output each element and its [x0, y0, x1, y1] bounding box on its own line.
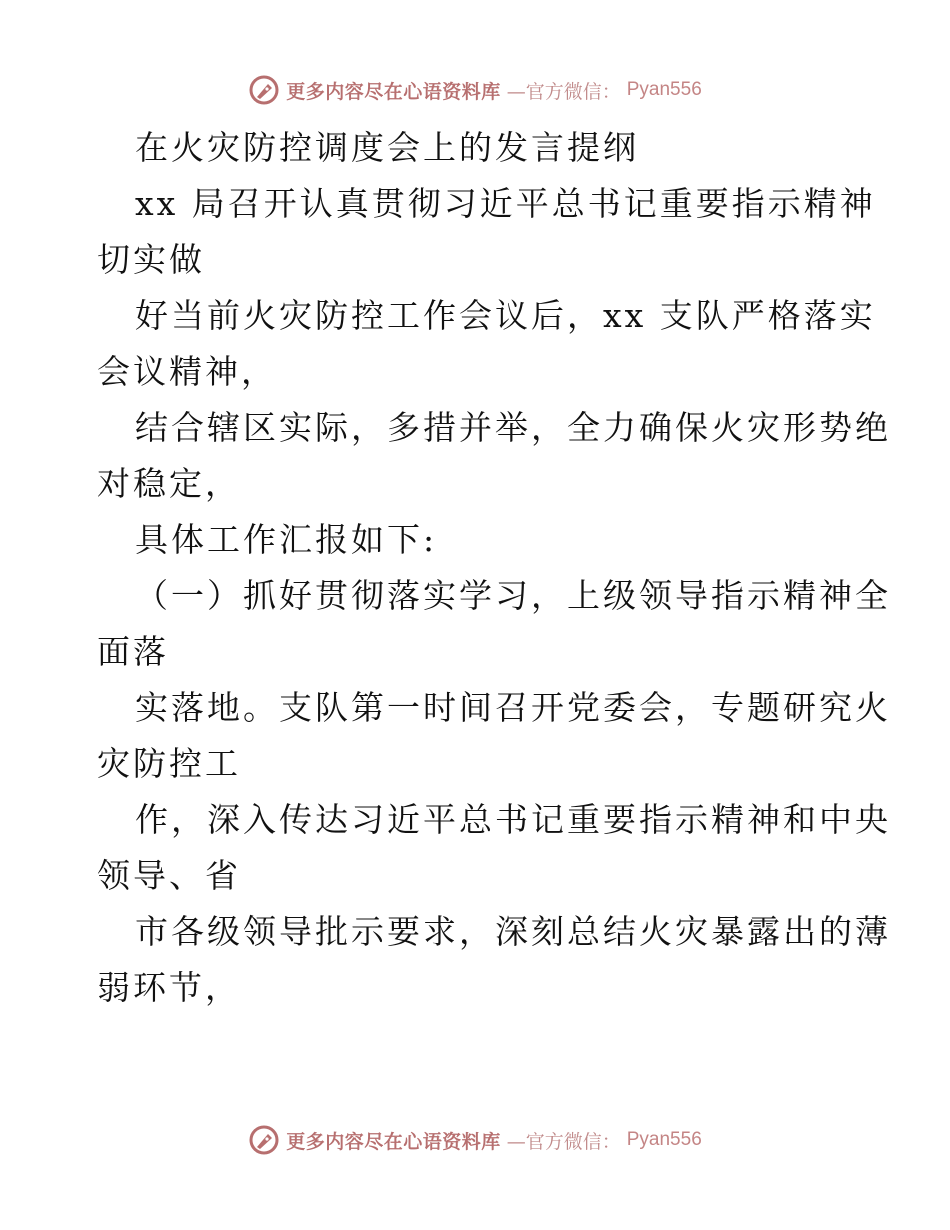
text-line: 切实做: [97, 240, 205, 279]
text-line: 灾防控工: [97, 744, 241, 783]
banner-wechat-id: Pyan556: [626, 1129, 702, 1150]
text-line: 实落地。支队第一时间召开党委会，专题研究火: [135, 688, 891, 727]
pen-nib-logo-icon: [248, 1124, 280, 1156]
text-line: 好当前火灾防控工作会议后，xx 支队严格落实: [135, 296, 876, 335]
document-body: [97, 120, 891, 1016]
banner-wechat-id: Pyan556: [626, 79, 702, 100]
text-line: 领导、省: [97, 856, 241, 895]
text-line: 面落: [97, 632, 169, 671]
banner-wechat-label: —官方微信：: [506, 1130, 621, 1153]
header-watermark-banner: [0, 70, 950, 110]
text-line: 对稳定，: [97, 464, 241, 503]
text-line: 会议精神，: [97, 352, 277, 391]
text-line: 具体工作汇报如下:: [135, 520, 438, 559]
section-heading-line: （一）抓好贯彻落实学习，上级领导指示精神全: [135, 576, 891, 615]
banner-wechat-label: —官方微信：: [506, 80, 621, 103]
banner-site-text: 更多内容尽在心语资料库: [286, 1130, 501, 1153]
document-title: 在火灾防控调度会上的发言提纲: [135, 128, 639, 167]
banner-site-text: 更多内容尽在心语资料库: [286, 80, 501, 103]
pen-nib-logo-icon: [248, 74, 280, 106]
text-line: xx 局召开认真贯彻习近平总书记重要指示精神: [135, 184, 876, 223]
text-line: 结合辖区实际，多措并举，全力确保火灾形势绝: [135, 408, 891, 447]
text-line: 市各级领导批示要求，深刻总结火灾暴露出的薄: [135, 912, 891, 951]
footer-watermark-banner: [0, 1120, 950, 1160]
text-line: 弱环节，: [97, 968, 241, 1007]
text-line: 作，深入传达习近平总书记重要指示精神和中央: [135, 800, 891, 839]
